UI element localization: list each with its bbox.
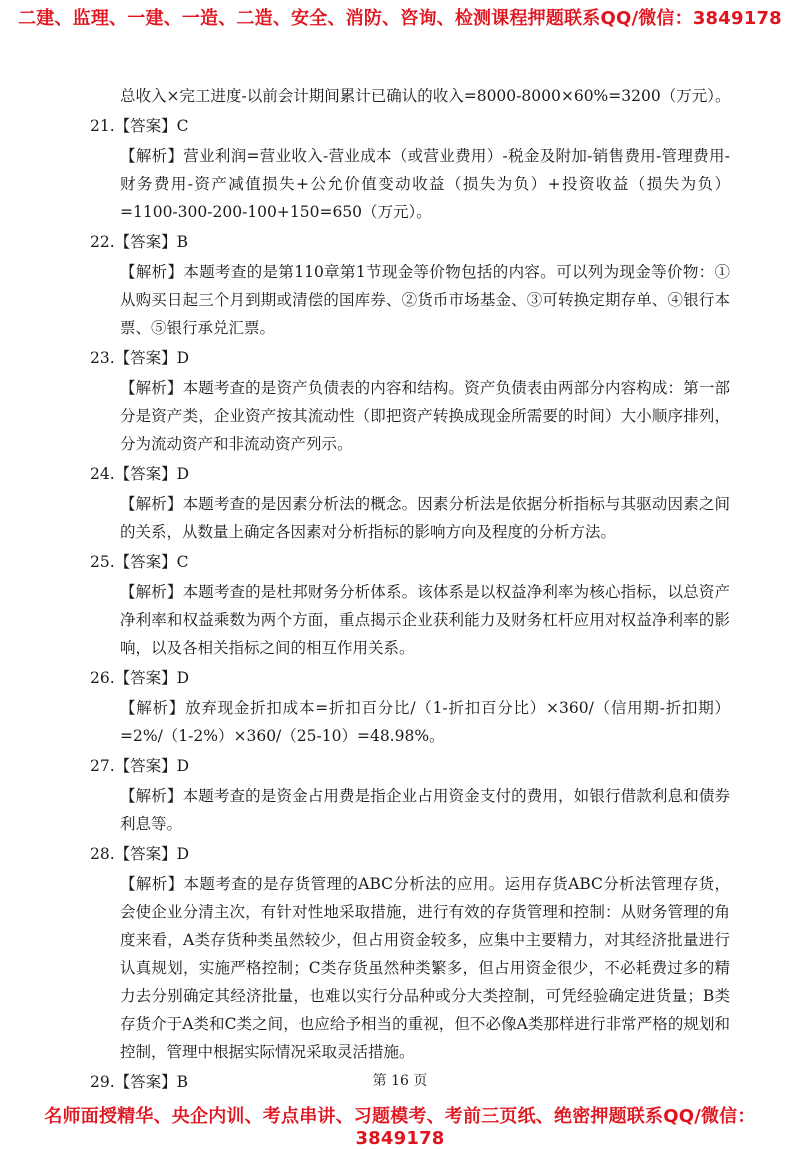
answer-label: 28.【答案】D — [90, 845, 190, 863]
lead-line: 总收入×完工进度-以前会计期间累计已确认的收入=8000-8000×60%=3200（万元）。 — [120, 87, 731, 105]
answer-label: 21.【答案】C — [90, 117, 189, 135]
footer-banner: 名师面授精华、央企内训、考点串讲、习题模考、考前三页纸、绝密押题联系QQ/微信：3849178 — [44, 1106, 756, 1149]
answer-item-27 — [90, 750, 730, 838]
header-banner: 二建、监理、一建、一造、二造、安全、消防、咨询、检测课程押题联系QQ/微信：3849178 — [18, 8, 782, 29]
explanation: 【解析】本题考查的是资产负债表的内容和结构。资产负债表由两部分内容构成：第一部分是资产类，企业资产按其流动性（即把资产转换成现金所需要的时间）大小顺序排列，分为流动资产和非流动资产列示。 — [120, 379, 730, 453]
answer-label: 23.【答案】D — [90, 349, 190, 367]
answer-content — [90, 82, 730, 1098]
explanation: 【解析】本题考查的是资金占用费是指企业占用资金支付的费用，如银行借款利息和债券利息等。 — [120, 787, 730, 833]
answer-label: 26.【答案】D — [90, 669, 190, 687]
explanation: 【解析】本题考查的是因素分析法的概念。因素分析法是依据分析指标与其驱动因素之间的关系，从数量上确定各因素对分析指标的影响方向及程度的分析方法。 — [120, 495, 730, 541]
answer-label: 22.【答案】B — [90, 233, 189, 251]
answer-item-25 — [90, 546, 730, 662]
answer-label: 29.【答案】B — [90, 1073, 189, 1091]
answer-item-28 — [90, 838, 730, 1066]
explanation: 【解析】本题考查的是存货管理的ABC分析法的应用。运用存货ABC分析法管理存货，会使企业分清主次，有针对性地采取措施，进行有效的存货管理和控制：从财务管理的角度来看，A类存货种类虽然较少，但占用资金较多，应集中主要精力，对其经济批量进行认真规划，实施严格控制；C类存货虽然种类繁多，但占用资金很少，不必耗费过多的精力去分别确定其经济批量，也难以实行分品种或分大类控制，可凭经验确定进货量；B类存货介于A类和C类之间，也应给予相当的重视，但不必像A类那样进行非常严格的规划和控制，管理中根据实际情况采取灵活措施。 — [120, 875, 730, 1061]
answer-item-23 — [90, 342, 730, 458]
answer-label: 25.【答案】C — [90, 553, 189, 571]
explanation: 【解析】本题考查的是杜邦财务分析体系。该体系是以权益净利率为核心指标，以总资产净利率和权益乘数为两个方面，重点揭示企业获利能力及财务杠杆应用对权益净利率的影响，以及各相关指标之间的相互作用关系。 — [120, 583, 730, 657]
explanation: 【解析】本题考查的是第110章第1节现金等价物包括的内容。可以列为现金等价物：①从购买日起三个月到期或清偿的国库券、②货币市场基金、③可转换定期存单、④银行本票、⑤银行承兑汇票。 — [120, 263, 730, 337]
answer-item-22 — [90, 226, 730, 342]
answer-item-26 — [90, 662, 730, 750]
answer-item-21 — [90, 110, 730, 226]
explanation: 【解析】放弃现金折扣成本=折扣百分比/（1-折扣百分比）×360/（信用期-折扣期）=2%/（1-2%）×360/（25-10）=48.98%。 — [120, 699, 730, 745]
page-number: 第 16 页 — [372, 1073, 428, 1089]
answer-item-24 — [90, 458, 730, 546]
answer-label: 27.【答案】D — [90, 757, 190, 775]
explanation: 【解析】营业利润=营业收入-营业成本（或营业费用）-税金及附加-销售费用-管理费用-财务费用-资产减值损失+公允价值变动收益（损失为负）+投资收益（损失为负）=1100-300-200-100+150=650（万元）。 — [120, 147, 730, 221]
answer-label: 24.【答案】D — [90, 465, 190, 483]
